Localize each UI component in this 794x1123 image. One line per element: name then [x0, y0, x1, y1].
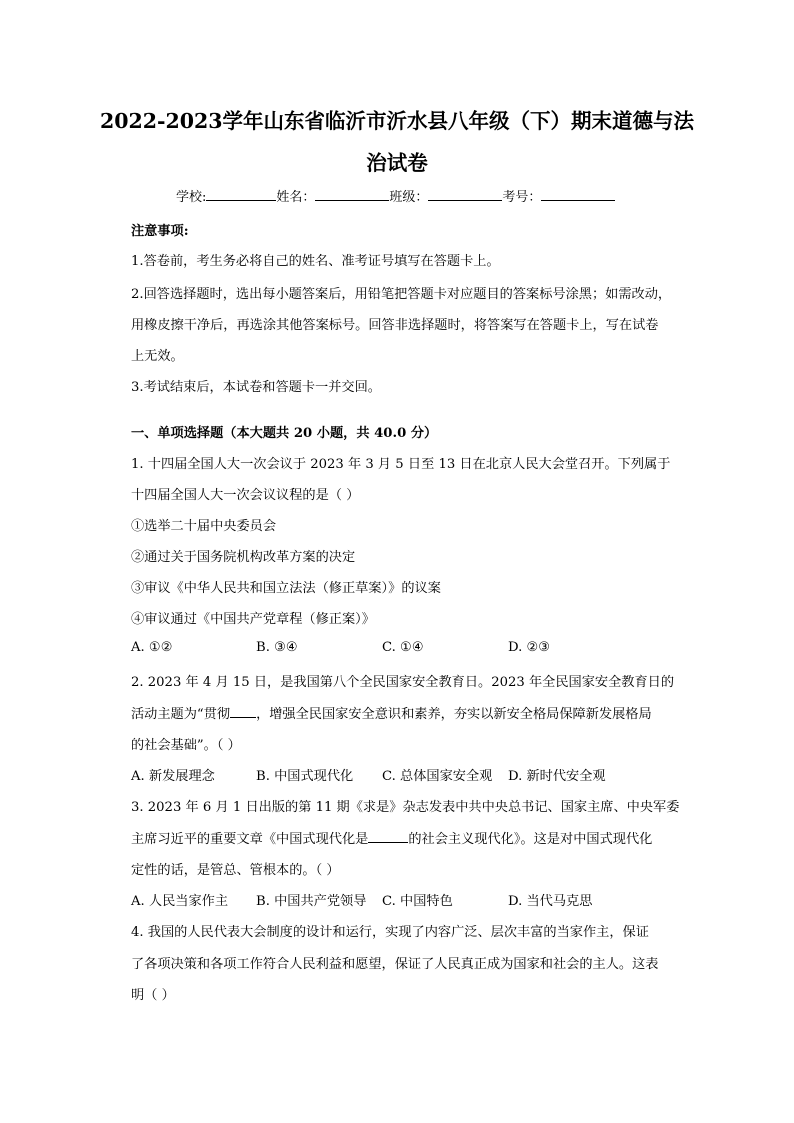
exam-number-label: 考号：: [502, 190, 542, 205]
question-3-option-d[interactable]: D. 当代马克思: [508, 894, 593, 909]
question-2-option-b[interactable]: B. 中国式现代化: [256, 769, 354, 784]
question-1-statement: ②通过关于国务院机构改革方案的决定: [131, 550, 356, 565]
question-1-option-a[interactable]: A. ①②: [131, 640, 173, 655]
notice-item: 上无效。: [131, 349, 184, 364]
student-info-row: [176, 186, 615, 205]
question-2-stem: 的社会基础”。（ ）: [131, 738, 241, 753]
notice-heading: 注意事项:: [131, 224, 189, 239]
question-4-stem: 4. 我国的人民代表大会制度的设计和运行，实现了内容广泛、层次丰富的当家作主，保证: [131, 925, 649, 940]
question-1-stem: 1. 十四届全国人大一次会议于 2023 年 3 月 5 日至 13 日在北京人民大会堂召开。下列属于: [131, 457, 671, 472]
answer-blank: [230, 705, 256, 718]
question-1-statement: ④审议通过《中国共产党章程（修正案）》: [131, 612, 375, 627]
question-2-stem: 活动主题为“贯彻 ，增强全民国家安全意识和素养，夯实以新安全格局保障新发展格局: [131, 707, 652, 722]
exam-number-blank: [541, 187, 615, 201]
question-2-stem: 2. 2023 年 4 月 15 日，是我国第八个全民国家安全教育日。2023 年全民国家安全教育日的: [131, 675, 675, 690]
question-4-stem: 明（ ）: [131, 988, 175, 1003]
question-2-option-c[interactable]: C. 总体国家安全观: [382, 769, 493, 784]
section-heading: 一、单项选择题（本大题共 20 小题，共 40.0 分）: [131, 426, 438, 441]
school-label: 学校:: [176, 190, 207, 205]
question-3-stem: 定性的话，是管总、管根本的。（ ）: [131, 863, 340, 878]
question-3-stem: 3. 2023 年 6 月 1 日出版的第 11 期《求是》杂志发表中共中央总书记、国家主席、中央军委: [131, 800, 680, 815]
question-1-statement: ①选举二十届中央委员会: [131, 519, 277, 534]
name-blank: [315, 187, 389, 201]
exam-title-line-1: 2022-2023学年山东省临沂市沂水县八年级（下）期末道德与法: [99, 109, 695, 133]
question-3-option-b[interactable]: B. 中国共产党领导: [256, 894, 367, 909]
question-3-option-c[interactable]: C. 中国特色: [382, 894, 453, 909]
question-1-stem: 十四届全国人大一次会议议程的是（ ）: [131, 488, 360, 503]
class-blank: [428, 187, 502, 201]
question-1-option-b[interactable]: B. ③④: [256, 640, 298, 655]
notice-item: 3.考试结束后，本试卷和答题卡一并交回。: [131, 380, 381, 395]
notice-item: 2.回答选择题时，选出每小题答案后，用铅笔把答题卡对应题目的答案标号涂黑；如需改动，: [131, 287, 672, 302]
school-blank: [206, 187, 276, 201]
question-1-option-c[interactable]: C. ①④: [382, 640, 424, 655]
notice-item: 1.答卷前，考生务必将自己的姓名、准考证号填写在答题卡上。: [131, 254, 500, 269]
question-1-statement: ③审议《中华人民共和国立法法（修正草案）》的议案: [131, 581, 441, 596]
question-3-option-a[interactable]: A. 人民当家作主: [131, 894, 229, 909]
notice-item: 用橡皮擦干净后，再选涂其他答案标号。回答非选择题时，将答案写在答题卡上，写在试卷: [131, 318, 659, 333]
exam-title-line-2: 治试卷: [366, 151, 428, 175]
class-label: 班级：: [389, 190, 429, 205]
question-2-option-d[interactable]: D. 新时代安全观: [508, 769, 606, 784]
answer-blank: [368, 830, 408, 843]
question-3-stem: 主席习近平的重要文章《中国式现代化是 的社会主义现代化》。这是对中国式现代化: [131, 832, 653, 847]
question-1-option-d[interactable]: D. ②③: [508, 640, 551, 655]
question-4-stem: 了各项决策和各项工作符合人民利益和愿望，保证了人民真正成为国家和社会的主人。这表: [131, 957, 659, 972]
name-label: 姓名：: [276, 190, 316, 205]
question-2-option-a[interactable]: A. 新发展理念: [131, 769, 215, 784]
